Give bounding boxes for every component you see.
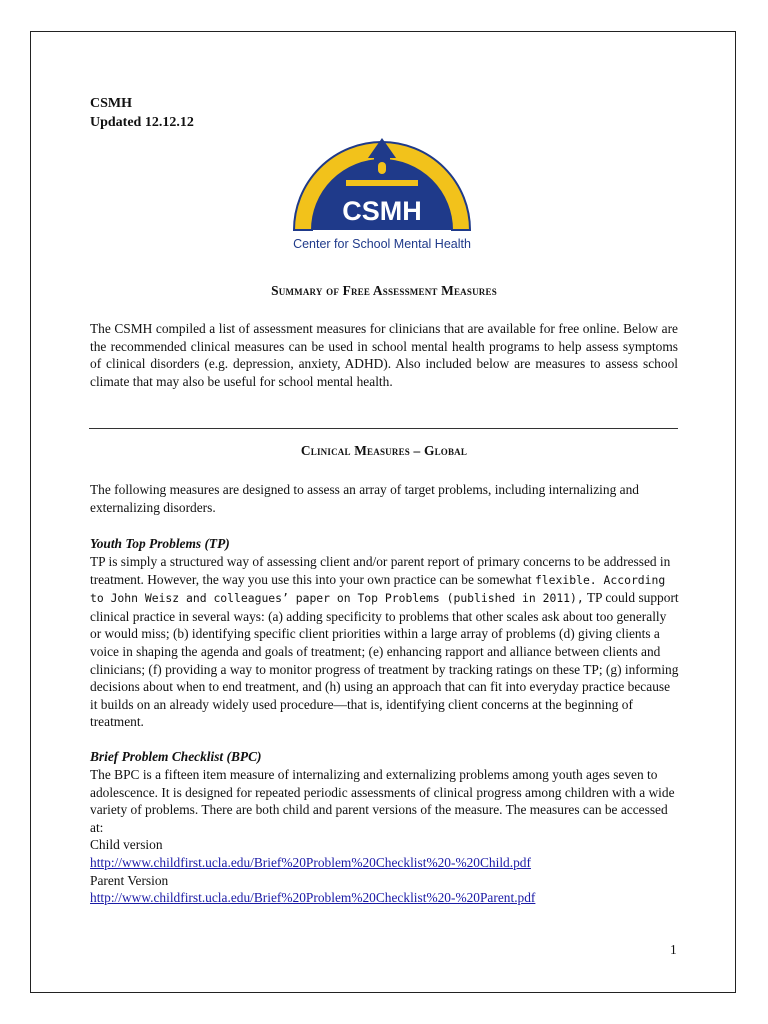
bpc-section [90, 766, 680, 907]
document-header [90, 94, 194, 132]
summary-intro: The CSMH compiled a list of assessment measures for clinicians that are available for free online. Below are the recommended clinical measures can be used in school mental health programs to help assess symptoms of clinical disorders (e.g. depression, anxiety, ADHD). Also included below are measures to assess school climate that may also be useful for school mental health. [90, 321, 678, 389]
logo-org-name: Center for School Mental Health [293, 237, 471, 251]
page-number: 1 [670, 942, 677, 957]
child-version-label: Child version [90, 837, 163, 853]
section-title: Clinical Measures – Global [300, 443, 468, 458]
bpc-text: The BPC is a fifteen item measure of internalizing and externalizing problems among youth ages seven to adolescence. It is designed for repeated periodic assessments of clinical progress among children with a wide variety of problems. There are both child and parent versions of the measure. The measures can be accessed at: [90, 767, 675, 835]
tp-text-part-mono: flexible. According to John Weisz and colleagues’ paper on Top Problems (published in 2011), [90, 572, 666, 606]
bpc-heading: Brief Problem Checklist (BPC) [90, 749, 262, 764]
child-version-link[interactable]: http://www.childfirst.ucla.edu/Brief%20Problem%20Checklist%20-%20Child.pdf [90, 854, 531, 870]
parent-version-link[interactable]: http://www.childfirst.ucla.edu/Brief%20Problem%20Checklist%20-%20Parent.pdf [90, 890, 536, 906]
section-divider [89, 428, 678, 429]
updated-date: Updated 12.12.12 [90, 115, 194, 130]
csmh-logo [284, 134, 480, 252]
summary-title: Summary of Free Assessment Measures [271, 283, 497, 298]
parent-version-label: Parent Version [90, 872, 169, 888]
org-name: CSMH [90, 96, 132, 111]
tp-text-part-b: TP could support clinical practice in several ways: (a) adding specificity to problems that other scales ask about too generally or would miss; (b) identifying specific client priorities within a large array of problems (d) giving clients a voice in shaping the agenda and goals of treatment; (e) enhancing rapport and alliance between clients and clinicians; (f) providing a way to monitor progress of treatment by tracking ratings on these TP; (g) informing decisions about when to end treatment, and (h) using an approach that can fit into everyday practice because it builds on an already widely used procedure—that is, identifying client concerns at the beginning of treatment. [90, 590, 679, 730]
tp-text-part-a: TP is simply a structured way of assessing client and/or parent report of primary concerns to be addressed in treatment. However, the way you use this into your own practice can be somewhat [90, 554, 671, 587]
tp-heading: Youth Top Problems (TP) [90, 536, 230, 551]
section-intro: The following measures are designed to assess an array of target problems, including internalizing and externalizing disorders. [90, 482, 639, 515]
logo-acronym: CSMH [342, 196, 422, 226]
tp-text [90, 553, 680, 731]
